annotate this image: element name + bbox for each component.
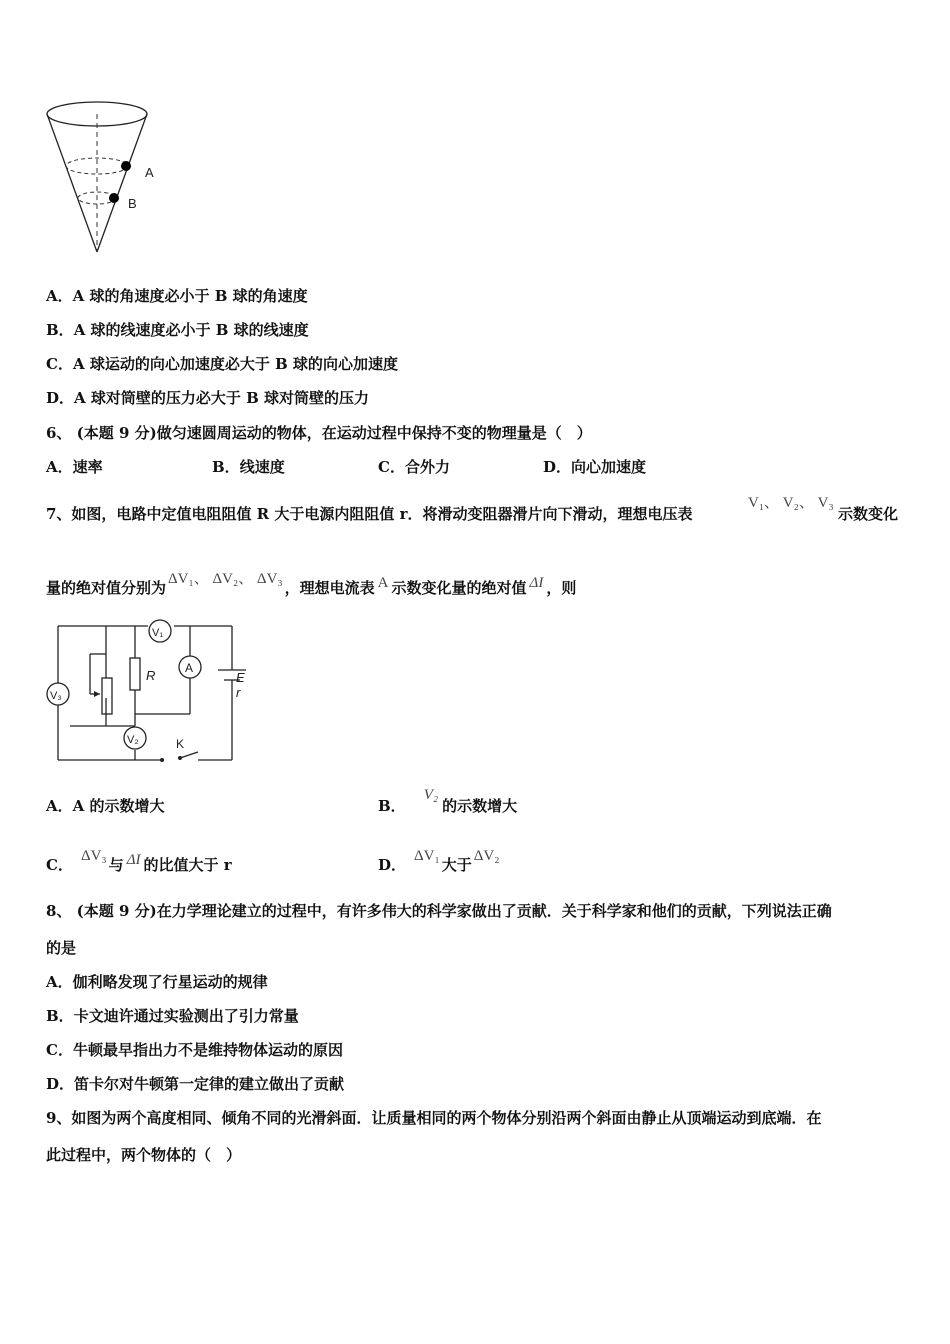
q8-option-a: A．伽利略发现了行星运动的规律 (46, 973, 268, 991)
q7-ammeter-math: A (377, 575, 389, 591)
circuit-ammeter-label: A (185, 661, 194, 675)
q6-option-d: D．向心加速度 (543, 458, 647, 476)
q6-option-a: A．速率 (46, 458, 103, 476)
label-b: B (128, 196, 137, 211)
ball-b (109, 193, 119, 203)
cone-figure (40, 100, 180, 260)
q7-optd-math2: ΔV₂ (473, 848, 500, 864)
circuit-switch-label: K (176, 737, 185, 751)
circuit-figure (40, 618, 252, 766)
q6-stem: 6、 (本题 9 分)做匀速圆周运动的物体，在运动过程中保持不变的物理量是（ ） (46, 424, 592, 442)
q7-optc-math2: ΔI (126, 852, 141, 868)
q5-option-d: D．A 球对筒壁的压力必大于 B 球对筒壁的压力 (46, 389, 370, 407)
q9-stem-line2: 此过程中，两个物体的（ ） (46, 1146, 242, 1164)
q7-option-b: B．V₂的示数增大 (378, 787, 518, 815)
q8-option-c: C．牛顿最早指出力不是维持物体运动的原因 (46, 1041, 343, 1059)
q8-stem-line1: 8、 (本题 9 分)在力学理论建立的过程中，有许多伟大的科学家做出了贡献．关于科学家和他们的贡献，下列说法正确 (46, 902, 832, 920)
q8-option-d: D．笛卡尔对牛顿第一定律的建立做出了贡献 (46, 1075, 345, 1093)
q9-stem-line1: 9、如图为两个高度相同、倾角不同的光滑斜面．让质量相同的两个物体分别沿两个斜面由静止从顶端运动到底端．在 (46, 1109, 822, 1127)
circuit-v3-label: V₃ (50, 690, 62, 702)
ball-a (121, 161, 131, 171)
q7-option-d: D． ΔV₁ 大于 ΔV₂ (378, 848, 500, 874)
q5-option-b: B．A 球的线速度必小于 B 球的线速度 (46, 321, 309, 339)
q7-delta-i-math: ΔI (529, 575, 544, 591)
circuit-v1-label: V₁ (152, 627, 164, 639)
label-a: A (145, 165, 154, 180)
q7-line2: 量的绝对值分别为 ΔV₁、 ΔV₂、 ΔV₃ ，理想电流表 A 示数变化量的绝对值 ΔI ，则 (46, 571, 577, 597)
q7-delta-v-math: ΔV₁、 ΔV₂、 ΔV₃ (168, 571, 283, 587)
q5-option-a: A．A 球的角速度必小于 B 球的角速度 (46, 287, 308, 305)
q7-line1: 7、如图，电路中定值电阻阻值 R 大于电源内阻阻值 r．将滑动变阻器滑片向下滑动，理想电压表 (46, 505, 693, 523)
q7-optc-math1: ΔV₃ (80, 848, 107, 864)
q7-option-a: A．A 的示数增大 (46, 797, 165, 815)
circuit-e-label: E (236, 670, 245, 685)
q7-option-c: C． ΔV₃ 与 ΔI 的比值大于 r (46, 848, 232, 874)
cone-right-wall (97, 114, 147, 252)
q6-option-c: C．合外力 (378, 458, 450, 476)
q7-voltmeters-math: V₁、 V₂、 V₃ (748, 495, 834, 511)
q8-stem-line2: 的是 (46, 939, 77, 957)
q5-option-c: C．A 球运动的向心加速度必大于 B 球的向心加速度 (46, 355, 398, 373)
circuit-r-label: R (146, 668, 156, 683)
q7-line1-end: 示数变化 (838, 505, 899, 523)
cone-left-wall (47, 114, 97, 252)
q6-option-b: B．线速度 (212, 458, 285, 476)
circuit-v2-label: V₂ (127, 734, 139, 746)
q8-option-b: B．卡文迪许通过实验测出了引力常量 (46, 1007, 299, 1025)
circuit-r-internal-label: r (236, 685, 241, 700)
q7-optd-math1: ΔV₁ (414, 848, 440, 864)
q7-optb-math: V₂ (423, 787, 439, 803)
